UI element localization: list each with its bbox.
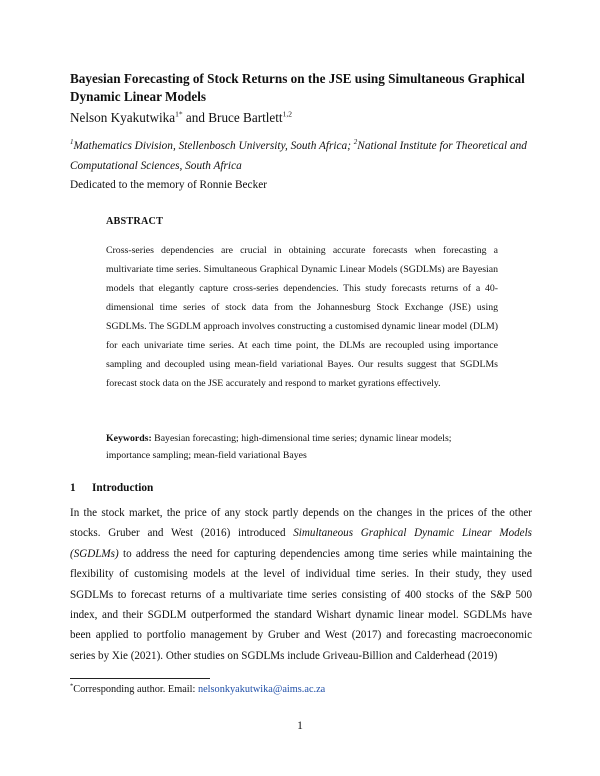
abstract-heading: ABSTRACT [106, 216, 164, 227]
author-affiliation-marker: 1* [175, 109, 183, 119]
footnote-text: Corresponding author. Email: [73, 684, 198, 695]
keywords [106, 430, 498, 464]
page-number: 1 [297, 720, 303, 732]
footnote-divider [70, 678, 210, 679]
paper-title: Bayesian Forecasting of Stock Returns on the JSE using Simultaneous Graphical Dynamic Linear Models [70, 71, 525, 104]
abstract-body: Cross-series dependencies are crucial in obtaining accurate forecasts when forecasting a multivariate time series. Simultaneous Graphical Dynamic Linear Models (SGDLMs) are Bayesian models that elegantly capture cross-series dependencies. This study forecasts returns of a 40-dimensional time series of stock data from the Johannesburg Stock Exchange (JSE) using SGDLMs. The SGDLM approach involves constructing a customised dynamic linear model (DLM) for each univariate time series. At each time point, the DLMs are recoupled using importance sampling and decoupled using mean-field variational Bayes. Our results suggest that SGDLMs forecast stock data on the JSE accurately and respond to market gyrations effectively. [106, 245, 498, 389]
footnote-marker: * [70, 682, 74, 690]
affiliation-marker: 2 [353, 138, 358, 147]
section-heading [70, 481, 153, 495]
author-name: Bruce Bartlett [208, 110, 283, 125]
affiliations [70, 136, 532, 176]
email-link[interactable]: nelsonkyakutwika@aims.ac.za [197, 684, 326, 695]
intro-text: to address the need for capturing dependencies among time series while maintaining the flexibility of customising models at the level of individual time series. In their study, they used SGDLMs to forecast returns of a multivariate time series consisting of 400 stocks of the S&P 500 index, and their SGDLM outperformed the standard Wishart dynamic linear model. SGDLMs have been applied to portfolio management by Gruber and West (2017) and forecasting macroeconomic series by Xie (2021). Other studies on SGDLMs include Griveau-Billion and Calderhead (2019) [70, 547, 532, 662]
author-affiliation-marker: 1,2 [282, 109, 292, 119]
section-number: 1 [70, 482, 76, 494]
author-joiner: and [182, 110, 209, 125]
affiliation-marker: 1 [70, 138, 74, 147]
keywords-list: Bayesian forecasting; high-dimensional time series; dynamic linear models; importance sampling; mean-field variational Bayes [106, 433, 452, 461]
footnote [70, 684, 325, 696]
affiliation-text: Mathematics Division, Stellenbosch University, South Africa; [73, 140, 354, 152]
dedication: Dedicated to the memory of Ronnie Becker [70, 179, 268, 191]
intro-paragraph [70, 503, 532, 666]
affiliation-text: National Institute for Theoretical and Computational Sciences, South Africa [70, 140, 527, 172]
author-name: Nelson Kyakutwika [70, 110, 176, 125]
intro-emphasis: Simultaneous Graphical Dynamic Linear Models (SGDLMs) [70, 527, 532, 560]
section-title: Introduction [92, 482, 154, 494]
intro-text: In the stock market, the price of any stock partly depends on the changes in the prices of the other stocks. Gruber and West (2016) introduced [70, 507, 532, 540]
author-list [70, 109, 292, 127]
keywords-label: Keywords: [106, 433, 152, 444]
